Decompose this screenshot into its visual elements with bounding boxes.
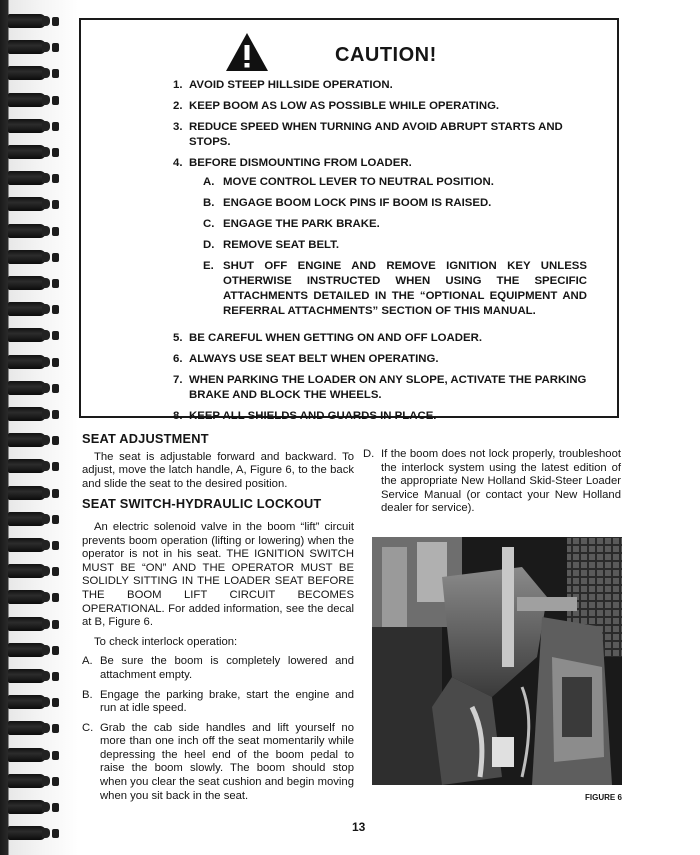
binding-hole <box>52 541 59 550</box>
binding-ring <box>8 328 46 342</box>
item-text: ALWAYS USE SEAT BELT WHEN OPERATING. <box>189 353 439 365</box>
caution-subitem <box>189 217 587 232</box>
binding-hole <box>52 698 59 707</box>
binding-hole <box>52 777 59 786</box>
binding-hole <box>52 200 59 209</box>
page-number: 13 <box>352 820 366 834</box>
lockout-text: An electric solenoid valve in the boom “lift” circuit prevents boom operation (lifting or lowering) when the operator is not in his seat. THE IGNITION SWITCH MUST BE “ON” AND THE OPERATOR MUST BE SOLIDLY SITTING IN THE LOADER SEAT BEFORE THE BOOM LIFT CIRCUIT BECOMES OPERATIONAL. For added information, see the decal at B, Figure 6. <box>82 520 354 629</box>
binding-hole <box>52 43 59 52</box>
check-step <box>82 722 354 804</box>
binding-ring <box>8 564 46 578</box>
subitem-text: SHUT OFF ENGINE AND REMOVE IGNITION KEY UNLESS OTHERWISE INSTRUCTED WHEN USING THE SPECIFIC ATTACHMENTS DETAILED IN THE “OPTIONAL EQUIPMENT AND REFERRAL ATTACHMENTS” SECTION OF THIS MANUAL. <box>223 260 587 317</box>
subitem-letter: D. <box>203 239 215 251</box>
binding-ring <box>8 800 46 814</box>
binding-hole <box>52 331 59 340</box>
binding-hole <box>52 279 59 288</box>
binding-ring <box>8 302 46 316</box>
item-text: KEEP ALL SHIELDS AND GUARDS IN PLACE. <box>189 410 437 422</box>
subitem-text: ENGAGE BOOM LOCK PINS IF BOOM IS RAISED. <box>223 197 492 209</box>
check-step <box>363 448 621 516</box>
binding-hole <box>52 96 59 105</box>
seat-adjustment-text: The seat is adjustable forward and backward. To adjust, move the latch handle, A, Figure 6, to the back and slide the seat to the desired position. <box>82 450 354 490</box>
binding-hole <box>52 829 59 838</box>
binding-hole <box>52 253 59 262</box>
step-text: Engage the parking brake, start the engine and run at idle speed. <box>100 688 354 715</box>
caution-title: CAUTION! <box>335 44 437 66</box>
binding-ring <box>8 66 46 80</box>
step-text: If the boom does not lock properly, troubleshoot the interlock system using the latest edition of the appropriate New Holland Skid-Steer Loader Service Manual (or contact your New Holland dealer for service). <box>381 448 621 515</box>
step-letter: B. <box>82 688 93 701</box>
item-number: 2. <box>173 100 183 112</box>
item-number: 6. <box>173 353 183 365</box>
binding-ring <box>8 145 46 159</box>
caution-item <box>105 99 587 114</box>
binding-hole <box>52 69 59 78</box>
caution-list <box>105 78 587 424</box>
caution-header <box>105 30 587 78</box>
seat-adjustment-heading: SEAT ADJUSTMENT <box>82 431 209 446</box>
caution-sublist <box>189 175 587 319</box>
binding-ring <box>8 643 46 657</box>
caution-item <box>105 78 587 93</box>
subitem-letter: A. <box>203 176 215 188</box>
step-text: Be sure the boom is completely lowered and attachment empty. <box>100 655 354 681</box>
binding-ring <box>8 14 46 28</box>
lockout-heading: SEAT SWITCH-HYDRAULIC LOCKOUT <box>82 496 322 512</box>
subitem-letter: E. <box>203 260 214 272</box>
binding-ring <box>8 826 46 840</box>
item-number: 4. <box>173 157 183 169</box>
binding-ring <box>8 119 46 133</box>
binding-hole <box>52 462 59 471</box>
caution-item <box>105 156 587 325</box>
binding-ring <box>8 669 46 683</box>
binding-ring <box>8 512 46 526</box>
caution-item <box>105 409 587 424</box>
item-text: BE CAREFUL WHEN GETTING ON AND OFF LOADER. <box>189 332 482 344</box>
binding-hole <box>52 515 59 524</box>
binding-hole <box>52 17 59 26</box>
binding-ring <box>8 407 46 421</box>
binding-ring <box>8 93 46 107</box>
binding-ring <box>8 40 46 54</box>
binding-ring <box>8 381 46 395</box>
check-step <box>82 655 354 682</box>
binding-hole <box>52 436 59 445</box>
binding-hole <box>52 567 59 576</box>
caution-item <box>105 352 587 367</box>
binding-hole <box>52 410 59 419</box>
binding-ring <box>8 617 46 631</box>
step-letter: D. <box>363 448 375 460</box>
warning-icon <box>225 32 269 72</box>
caution-item <box>105 331 587 346</box>
binding-hole <box>52 122 59 131</box>
item-number: 7. <box>173 374 183 386</box>
caution-item <box>105 373 587 403</box>
binding-hole <box>52 358 59 367</box>
item-text-main: BEFORE DISMOUNTING FROM LOADER. <box>189 157 412 169</box>
binding-ring <box>8 171 46 185</box>
binding-hole <box>52 593 59 602</box>
check-step <box>82 689 354 716</box>
step-letter: A. <box>82 655 93 668</box>
subitem-text: ENGAGE THE PARK BRAKE. <box>223 218 380 230</box>
manual-page <box>70 4 700 855</box>
binding-ring <box>8 721 46 735</box>
right-column <box>363 448 621 522</box>
subitem-letter: B. <box>203 197 215 209</box>
figure-6-photo <box>372 537 622 785</box>
binding-hole <box>52 646 59 655</box>
binding-ring <box>8 197 46 211</box>
binding-hole <box>52 724 59 733</box>
binding-ring <box>8 433 46 447</box>
binding-hole <box>52 489 59 498</box>
caution-box <box>79 18 619 422</box>
left-column <box>82 432 354 809</box>
caution-subitem <box>189 238 587 253</box>
subitem-text: REMOVE SEAT BELT. <box>223 239 340 251</box>
item-text: REDUCE SPEED WHEN TURNING AND AVOID ABRUPT STARTS AND STOPS. <box>189 121 563 148</box>
binding-hole <box>52 751 59 760</box>
binding-ring <box>8 355 46 369</box>
step-text: Grab the cab side handles and lift yourself no more than one inch off the seat momentarily while depressing the heel end of the boom pedal to raise the boom slowly. The boom should stop when you clear the seat cushion and begin moving when you sit back in the seat. <box>100 721 354 802</box>
binding-ring <box>8 250 46 264</box>
item-number: 5. <box>173 332 183 344</box>
caution-subitem <box>189 196 587 211</box>
binding-ring <box>8 459 46 473</box>
item-number: 1. <box>173 79 183 91</box>
figure-caption: FIGURE 6 <box>585 793 622 802</box>
loader-seat-photo <box>372 537 622 785</box>
step-letter: C. <box>82 721 94 734</box>
spiral-binding <box>0 0 78 855</box>
binding-hole <box>52 227 59 236</box>
binding-ring <box>8 224 46 238</box>
subitem-text: MOVE CONTROL LEVER TO NEUTRAL POSITION. <box>223 176 494 188</box>
binding-ring <box>8 774 46 788</box>
subitem-letter: C. <box>203 218 215 230</box>
binding-ring <box>8 748 46 762</box>
item-number: 8. <box>173 410 183 422</box>
item-text: WHEN PARKING THE LOADER ON ANY SLOPE, ACTIVATE THE PARKING BRAKE AND BLOCK THE WHEELS. <box>189 374 587 401</box>
item-text: AVOID STEEP HILLSIDE OPERATION. <box>189 79 393 91</box>
binding-ring <box>8 695 46 709</box>
binding-hole <box>52 672 59 681</box>
check-intro: To check interlock operation: <box>94 635 238 648</box>
binding-hole <box>52 174 59 183</box>
binding-ring <box>8 486 46 500</box>
binding-hole <box>52 384 59 393</box>
item-number: 3. <box>173 121 183 133</box>
binding-hole <box>52 620 59 629</box>
caution-subitem <box>189 259 587 319</box>
caution-item <box>105 120 587 150</box>
item-text <box>189 156 587 325</box>
binding-ring <box>8 276 46 290</box>
binding-hole <box>52 148 59 157</box>
binding-hole <box>52 803 59 812</box>
item-text: KEEP BOOM AS LOW AS POSSIBLE WHILE OPERATING. <box>189 100 500 112</box>
binding-ring <box>8 538 46 552</box>
binding-ring <box>8 590 46 604</box>
binding-hole <box>52 305 59 314</box>
caution-subitem <box>189 175 587 190</box>
